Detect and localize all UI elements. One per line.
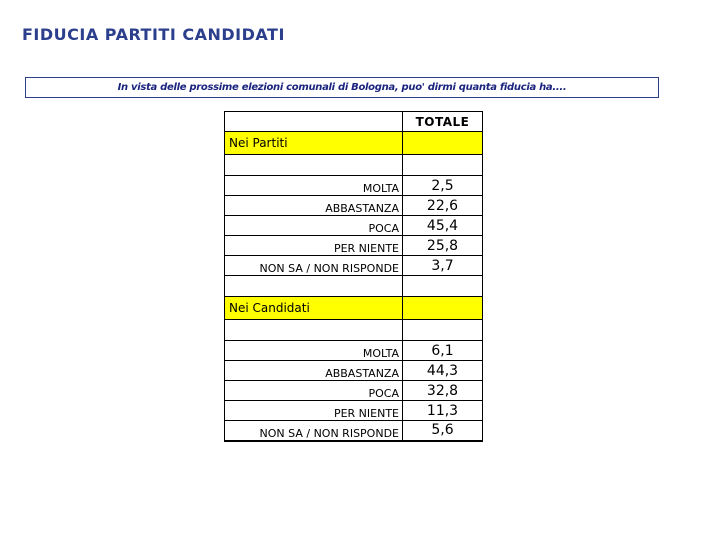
table-row	[225, 236, 483, 256]
table-header-row	[225, 112, 483, 132]
table-row	[225, 216, 483, 236]
row-label: MOLTA	[225, 176, 403, 196]
spacer-cell	[225, 155, 403, 176]
row-label: MOLTA	[225, 341, 403, 361]
table-row	[225, 256, 483, 276]
row-label: PER NIENTE	[225, 236, 403, 256]
row-value: 45,4	[403, 216, 483, 236]
table-row	[225, 341, 483, 361]
results-table	[224, 111, 483, 442]
section-label: Nei Candidati	[225, 297, 403, 320]
row-label: NON SA / NON RISPONDE	[225, 421, 403, 441]
row-value: 32,8	[403, 381, 483, 401]
table-row	[225, 381, 483, 401]
table-row	[225, 361, 483, 381]
spacer-cell	[403, 276, 483, 297]
spacer-cell	[403, 320, 483, 341]
row-value: 5,6	[403, 421, 483, 441]
header-blank-cell	[225, 112, 403, 132]
spacer-cell	[225, 320, 403, 341]
row-value: 6,1	[403, 341, 483, 361]
spacer-row	[225, 155, 483, 176]
spacer-row	[225, 320, 483, 341]
section-value-blank	[403, 297, 483, 320]
row-value: 22,6	[403, 196, 483, 216]
section-label: Nei Partiti	[225, 132, 403, 155]
table-row	[225, 196, 483, 216]
row-label: NON SA / NON RISPONDE	[225, 256, 403, 276]
row-value: 44,3	[403, 361, 483, 381]
section-row-candidati	[225, 297, 483, 320]
row-label: POCA	[225, 381, 403, 401]
row-label: ABBASTANZA	[225, 361, 403, 381]
row-label: ABBASTANZA	[225, 196, 403, 216]
row-label: PER NIENTE	[225, 401, 403, 421]
row-label: POCA	[225, 216, 403, 236]
row-value: 25,8	[403, 236, 483, 256]
row-value: 11,3	[403, 401, 483, 421]
page-title: FIDUCIA PARTITI CANDIDATI	[22, 25, 285, 44]
section-row-partiti	[225, 132, 483, 155]
row-value: 3,7	[403, 256, 483, 276]
spacer-cell	[225, 276, 403, 297]
row-value: 2,5	[403, 176, 483, 196]
table-row	[225, 176, 483, 196]
spacer-row	[225, 276, 483, 297]
column-header-totale: TOTALE	[403, 112, 483, 132]
question-box: In vista delle prossime elezioni comunali di Bologna, puo' dirmi quanta fiducia ha....	[25, 77, 659, 98]
spacer-cell	[403, 155, 483, 176]
table-row	[225, 401, 483, 421]
table-row	[225, 421, 483, 441]
section-value-blank	[403, 132, 483, 155]
